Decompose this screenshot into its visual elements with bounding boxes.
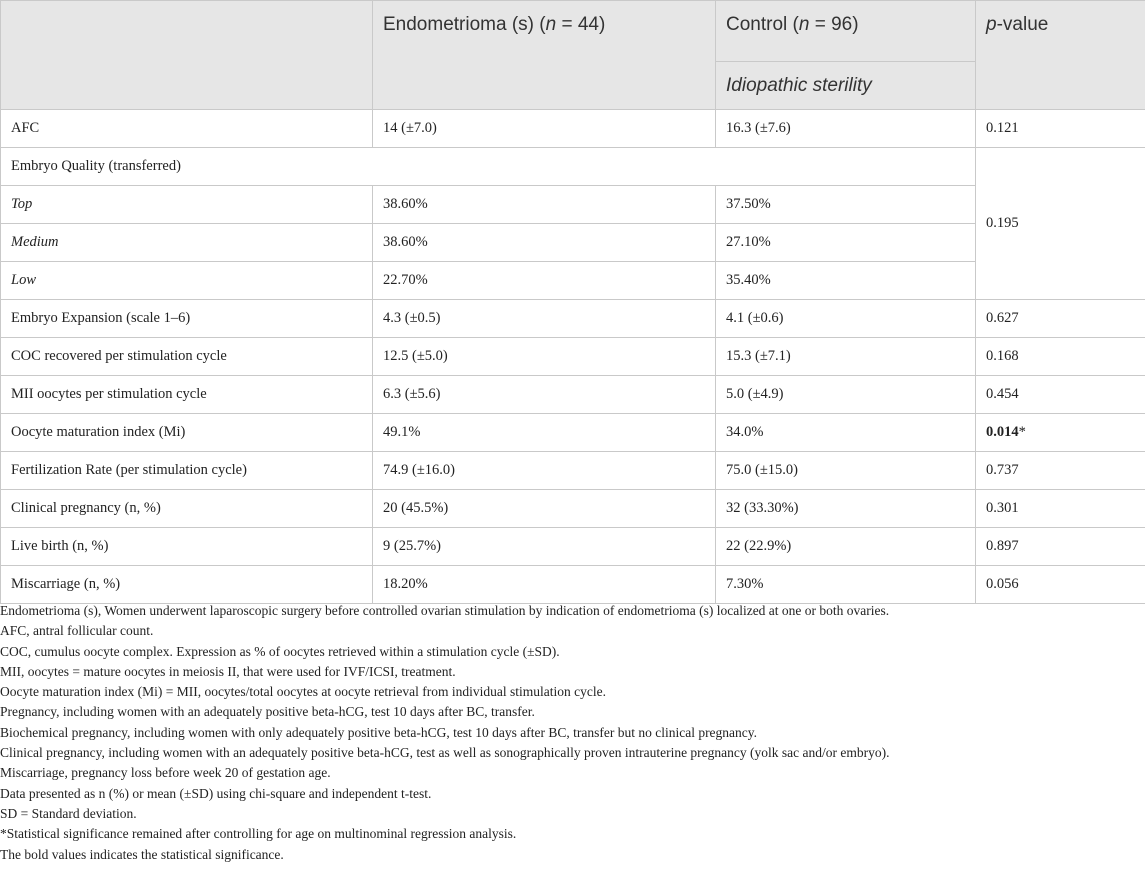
significant-p-value: 0.014 bbox=[986, 424, 1019, 440]
p-value bbox=[976, 414, 1145, 452]
footnote: The bold values indicates the statistical significance. bbox=[0, 846, 284, 862]
table-row-embryo-quality bbox=[1, 148, 1145, 186]
row-label: COC recovered per stimulation cycle bbox=[1, 338, 373, 376]
footnote: Endometrioma (s), Women underwent laparoscopic surgery before controlled ovarian stimulation by indication of endometrioma (s) localized at one or both ovaries. bbox=[0, 603, 890, 618]
p-value: 0.737 bbox=[976, 452, 1145, 490]
p-value: 0.195 bbox=[976, 148, 1145, 300]
significance-mark: * bbox=[1018, 424, 1026, 440]
footnote: Pregnancy, including women with an adequately positive beta-hCG, test 10 days after BC, transfer. bbox=[0, 704, 535, 720]
control-value: 75.0 (±15.0) bbox=[716, 452, 976, 490]
table-row-expansion bbox=[1, 300, 1145, 338]
endometrioma-value: 74.9 (±16.0) bbox=[373, 452, 716, 490]
header-row bbox=[1, 1, 1145, 62]
footnote: Oocyte maturation index (Mi) = MII, oocytes/total oocytes at oocyte retrieval from individual stimulation cycle. bbox=[0, 684, 606, 700]
control-value: 32 (33.30%) bbox=[716, 490, 976, 528]
control-value: 7.30% bbox=[716, 566, 976, 604]
endometrioma-value: 22.70% bbox=[373, 262, 716, 300]
control-value: 27.10% bbox=[716, 224, 976, 262]
endometrioma-value: 18.20% bbox=[373, 566, 716, 604]
endometrioma-value: 4.3 (±0.5) bbox=[373, 300, 716, 338]
footnote: Biochemical pregnancy, including women with only adequately positive beta-hCG, test 10 days after BC, transfer but no clinical pregnancy. bbox=[0, 724, 758, 740]
endometrioma-value: 12.5 (±5.0) bbox=[373, 338, 716, 376]
control-value: 5.0 (±4.9) bbox=[716, 376, 976, 414]
row-label: Fertilization Rate (per stimulation cycle) bbox=[1, 452, 373, 490]
endometrioma-value: 38.60% bbox=[373, 224, 716, 262]
table-row-coc bbox=[1, 338, 1145, 376]
table-footnotes bbox=[0, 601, 1140, 865]
footnote: Miscarriage, pregnancy loss before week 20 of gestation age. bbox=[0, 765, 331, 781]
row-sublabel: Top bbox=[1, 186, 373, 224]
footnote: AFC, antral follicular count. bbox=[0, 623, 154, 639]
p-value: 0.454 bbox=[976, 376, 1145, 414]
p-value: 0.168 bbox=[976, 338, 1145, 376]
control-value: 4.1 (±0.6) bbox=[716, 300, 976, 338]
row-label: Embryo Quality (transferred) bbox=[1, 148, 976, 186]
row-label: Oocyte maturation index (Mi) bbox=[1, 414, 373, 452]
row-sublabel: Medium bbox=[1, 224, 373, 262]
endometrioma-value: 38.60% bbox=[373, 186, 716, 224]
p-value: 0.121 bbox=[976, 110, 1145, 148]
p-value: 0.897 bbox=[976, 528, 1145, 566]
control-value: 35.40% bbox=[716, 262, 976, 300]
table-row-mii bbox=[1, 376, 1145, 414]
row-label: AFC bbox=[1, 110, 373, 148]
row-label: MII oocytes per stimulation cycle bbox=[1, 376, 373, 414]
control-value: 34.0% bbox=[716, 414, 976, 452]
table-row-live-birth bbox=[1, 528, 1145, 566]
footnote: *Statistical significance remained after controlling for age on multinominal regression analysis. bbox=[0, 826, 517, 842]
header-empty-cell bbox=[1, 1, 373, 110]
table-row-fertilization bbox=[1, 452, 1145, 490]
p-value: 0.056 bbox=[976, 566, 1145, 604]
table-row-miscarriage bbox=[1, 566, 1145, 604]
table-row-clinical bbox=[1, 490, 1145, 528]
control-value: 22 (22.9%) bbox=[716, 528, 976, 566]
control-value: 15.3 (±7.1) bbox=[716, 338, 976, 376]
p-value: 0.301 bbox=[976, 490, 1145, 528]
footnote: SD = Standard deviation. bbox=[0, 805, 137, 821]
footnote: MII, oocytes = mature oocytes in meiosis II, that were used for IVF/ICSI, treatment. bbox=[0, 663, 456, 679]
control-value: 16.3 (±7.6) bbox=[716, 110, 976, 148]
p-value: 0.627 bbox=[976, 300, 1145, 338]
header-control: Control (n = 96) bbox=[716, 1, 976, 62]
footnote: Data presented as n (%) or mean (±SD) using chi-square and independent t-test. bbox=[0, 785, 432, 801]
row-label: Clinical pregnancy (n, %) bbox=[1, 490, 373, 528]
row-label: Miscarriage (n, %) bbox=[1, 566, 373, 604]
endometrioma-value: 6.3 (±5.6) bbox=[373, 376, 716, 414]
table-row-quality-low bbox=[1, 262, 1145, 300]
endometrioma-value: 20 (45.5%) bbox=[373, 490, 716, 528]
footnote: COC, cumulus oocyte complex. Expression as % of oocytes retrieved within a stimulation cycle (±SD). bbox=[0, 643, 560, 659]
table-row-afc bbox=[1, 110, 1145, 148]
endometrioma-value: 49.1% bbox=[373, 414, 716, 452]
header-control-sub: Idiopathic sterility bbox=[716, 62, 976, 110]
control-value: 37.50% bbox=[716, 186, 976, 224]
header-endometrioma: Endometrioma (s) (n = 44) bbox=[373, 1, 716, 110]
endometrioma-value: 14 (±7.0) bbox=[373, 110, 716, 148]
row-sublabel: Low bbox=[1, 262, 373, 300]
table-row-quality-top bbox=[1, 186, 1145, 224]
table-row-quality-medium bbox=[1, 224, 1145, 262]
header-p-value: p-value bbox=[976, 1, 1145, 110]
row-label: Live birth (n, %) bbox=[1, 528, 373, 566]
footnote: Clinical pregnancy, including women with an adequately positive beta-hCG, test as well as sonographically proven intrauterine pregnancy (yolk sac and/or embryo). bbox=[0, 745, 890, 761]
endometrioma-value: 9 (25.7%) bbox=[373, 528, 716, 566]
row-label: Embryo Expansion (scale 1–6) bbox=[1, 300, 373, 338]
table-row-mi bbox=[1, 414, 1145, 452]
